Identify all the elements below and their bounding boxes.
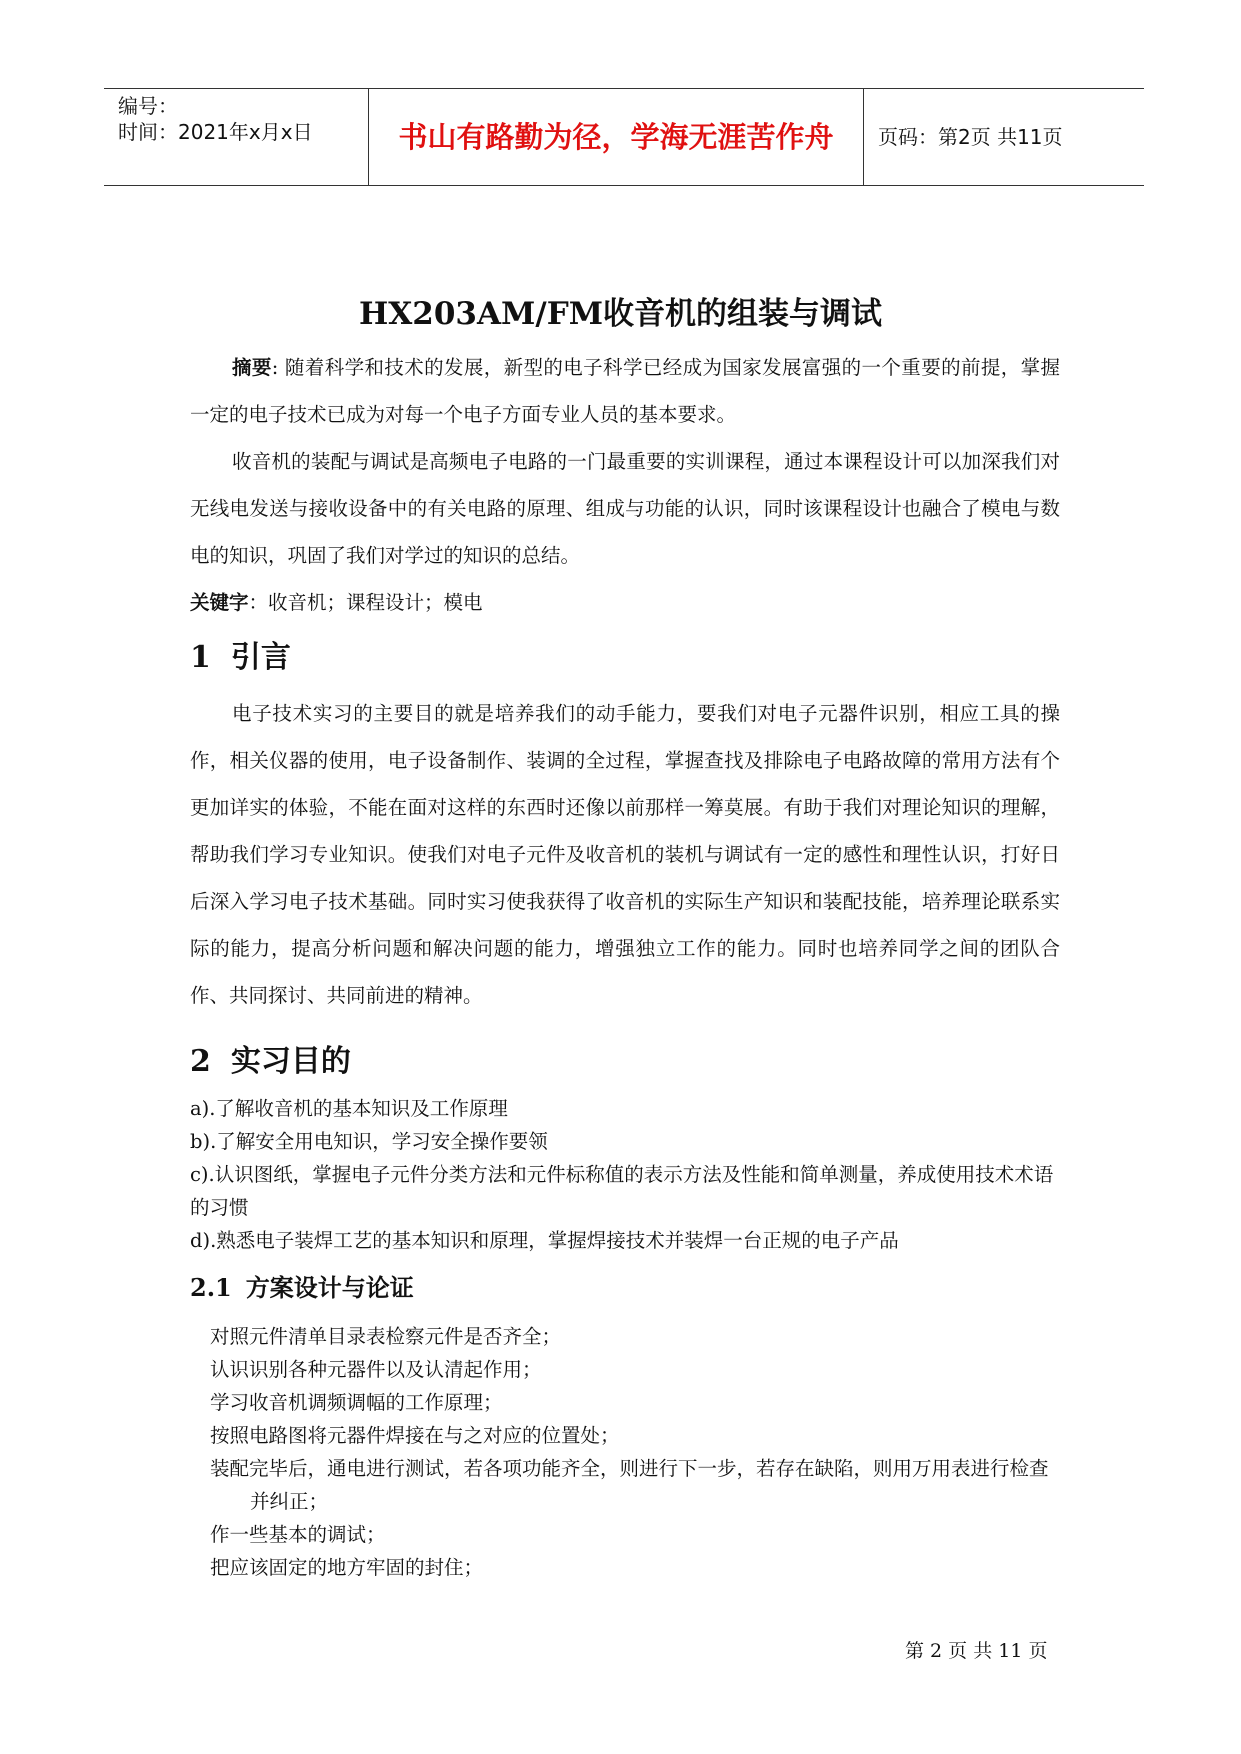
abstract-label: 摘要 <box>232 356 272 379</box>
list-item: c).认识图纸，掌握电子元件分类方法和元件标称值的表示方法及性能和简单测量，养成使用技术术语的习惯 <box>190 1163 1054 1219</box>
list-item: 把应该固定的地方牢固的封住； <box>210 1556 484 1579</box>
section-2-1-steps <box>190 1320 1060 1584</box>
header-page-label: 页码：第2页 共11页 <box>878 125 1063 149</box>
abstract-paragraph <box>190 344 1060 438</box>
list-item: 作一些基本的调试； <box>210 1523 386 1546</box>
section-1-number: 1 <box>190 640 211 675</box>
abstract-text: : 随着科学和技术的发展，新型的电子科学已经成为国家发展富强的一个重要的前提，掌握一定的电子技术已成为对每一个电子方面专业人员的基本要求。 <box>190 356 1060 426</box>
time-label: 时间：2021年x月x日 <box>118 120 313 144</box>
section-2-1-heading <box>190 1268 1060 1303</box>
section-1-paragraph: 电子技术实习的主要目的就是培养我们的动手能力，要我们对电子元器件识别，相应工具的操作，相关仪器的使用，电子设备制作、装调的全过程，掌握查找及排除电子电路故障的常用方法有个更加详实的体验，不能在面对这样的东西时还像以前那样一筹莫展。有助于我们对理论知识的理解，帮助我们学习专业知识。使我们对电子元件及收音机的装机与调试有一定的感性和理性认识，打好日后深入学习电子技术基础。同时实习使我获得了收音机的实际生产知识和装配技能，培养理论联系实际的能力，提高分析问题和解决问题的能力，增强独立工作的能力。同时也培养同学之间的团队合作、共同探讨、共同前进的精神。 <box>190 702 1060 1007</box>
document-title: HX203AM/FM收音机的组装与调试 <box>358 296 883 332</box>
section-2-1-number: 2.1 <box>190 1273 232 1302</box>
list-item: 装配完毕后，通电进行测试，若各项功能齐全，则进行下一步，若存在缺陷，则用万用表进行检查并纠正； <box>210 1457 1049 1513</box>
list-item: d).熟悉电子装焊工艺的基本知识和原理，掌握焊接技术并装焊一台正规的电子产品 <box>190 1229 899 1252</box>
section-1-body <box>190 690 1060 1019</box>
header-info <box>104 89 369 185</box>
keywords-label: 关键字 <box>190 591 249 614</box>
list-item: 按照电路图将元器件焊接在与之对应的位置处； <box>210 1424 620 1447</box>
list-item: b).了解安全用电知识，学习安全操作要领 <box>190 1130 548 1153</box>
section-2-list <box>190 1092 1060 1257</box>
page-footer: 第 2 页 共 11 页 <box>905 1640 1048 1662</box>
list-item: 认识识别各种元器件以及认清起作用； <box>210 1358 542 1381</box>
section-2-number: 2 <box>190 1044 211 1079</box>
keywords-line <box>190 590 1060 616</box>
header-motto: 书山有路勤为径，学海无涯苦作舟 <box>369 89 864 185</box>
section-2-title: 实习目的 <box>230 1044 351 1079</box>
section-1-heading <box>190 632 1060 676</box>
keywords-text: ：收音机；课程设计；模电 <box>248 591 483 614</box>
list-item: a).了解收音机的基本知识及工作原理 <box>190 1097 508 1120</box>
abstract-section <box>190 344 1060 579</box>
section-1-title: 引言 <box>230 640 291 675</box>
number-label: 编号： <box>118 94 178 118</box>
list-item: 学习收音机调频调幅的工作原理； <box>210 1391 503 1414</box>
section-2-heading <box>190 1036 1060 1080</box>
section-2-1-title: 方案设计与论证 <box>245 1274 414 1302</box>
abstract-paragraph-2: 收音机的装配与调试是高频电子电路的一门最重要的实训课程，通过本课程设计可以加深我们对无线电发送与接收设备中的有关电路的原理、组成与功能的认识，同时该课程设计也融合了模电与数电的知识，巩固了我们对学过的知识的总结。 <box>190 450 1060 567</box>
page-header <box>104 88 1144 186</box>
list-item: 对照元件清单目录表检察元件是否齐全； <box>210 1325 562 1348</box>
